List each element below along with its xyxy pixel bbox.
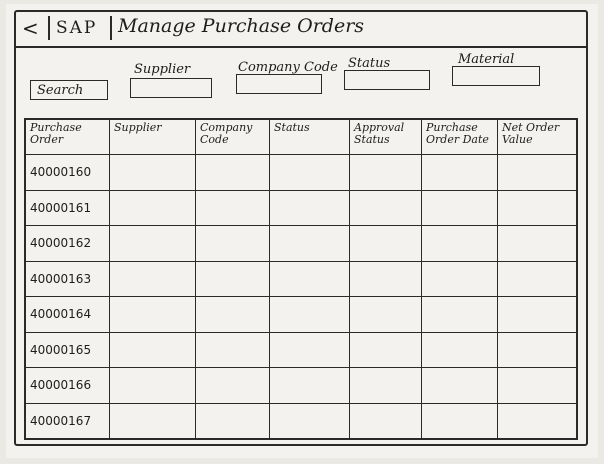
cell-approval-status xyxy=(350,261,422,297)
back-arrow-icon[interactable]: < xyxy=(22,16,39,40)
cell-status xyxy=(270,226,350,262)
cell-company-code xyxy=(196,190,270,226)
cell-approval-status xyxy=(350,226,422,262)
cell-approval-status xyxy=(350,332,422,368)
cell-order-date xyxy=(422,403,498,439)
cell-order-date xyxy=(422,368,498,404)
cell-status xyxy=(270,332,350,368)
cell-supplier xyxy=(110,261,196,297)
cell-purchase-order: 40000166 xyxy=(26,368,110,404)
cell-status xyxy=(270,297,350,333)
cell-company-code xyxy=(196,332,270,368)
column-header-purchase-order[interactable]: Purchase Order xyxy=(26,120,110,155)
cell-net-value xyxy=(498,190,577,226)
column-header-supplier[interactable]: Supplier xyxy=(110,120,196,155)
company-code-input[interactable] xyxy=(236,74,322,94)
column-header-company-code[interactable]: Company Code xyxy=(196,120,270,155)
cell-company-code xyxy=(196,403,270,439)
cell-purchase-order: 40000167 xyxy=(26,403,110,439)
page-title: Manage Purchase Orders xyxy=(118,15,365,37)
cell-company-code xyxy=(196,226,270,262)
cell-supplier xyxy=(110,155,196,191)
table-header-row xyxy=(26,120,577,155)
sap-logo[interactable]: SAP xyxy=(56,18,98,38)
cell-order-date xyxy=(422,297,498,333)
cell-purchase-order: 40000164 xyxy=(26,297,110,333)
table-row[interactable] xyxy=(26,403,577,439)
cell-purchase-order: 40000160 xyxy=(26,155,110,191)
cell-approval-status xyxy=(350,297,422,333)
cell-net-value xyxy=(498,332,577,368)
cell-company-code xyxy=(196,368,270,404)
table-row[interactable] xyxy=(26,226,577,262)
cell-company-code xyxy=(196,155,270,191)
table-row[interactable] xyxy=(26,190,577,226)
cell-approval-status xyxy=(350,403,422,439)
cell-purchase-order: 40000162 xyxy=(26,226,110,262)
cell-order-date xyxy=(422,261,498,297)
cell-supplier xyxy=(110,226,196,262)
column-header-net-order-value[interactable]: Net Order Value xyxy=(498,120,577,155)
column-header-purchase-order-date[interactable]: Purchase Order Date xyxy=(422,120,498,155)
column-header-approval-status[interactable]: Approval Status xyxy=(350,120,422,155)
cell-order-date xyxy=(422,155,498,191)
cell-order-date xyxy=(422,190,498,226)
status-input[interactable] xyxy=(344,70,430,90)
material-label: Material xyxy=(458,52,515,67)
cell-supplier xyxy=(110,297,196,333)
cell-supplier xyxy=(110,368,196,404)
cell-net-value xyxy=(498,403,577,439)
cell-supplier xyxy=(110,403,196,439)
cell-approval-status xyxy=(350,190,422,226)
table-row[interactable] xyxy=(26,368,577,404)
company-code-label: Company Code xyxy=(238,60,338,75)
cell-company-code xyxy=(196,297,270,333)
table-row[interactable] xyxy=(26,155,577,191)
cell-net-value xyxy=(498,368,577,404)
supplier-label: Supplier xyxy=(134,62,191,77)
shell-bar xyxy=(14,10,588,48)
cell-status xyxy=(270,190,350,226)
supplier-input[interactable] xyxy=(130,78,212,98)
material-input[interactable] xyxy=(452,66,540,86)
table-row[interactable] xyxy=(26,297,577,333)
cell-status xyxy=(270,155,350,191)
cell-net-value xyxy=(498,155,577,191)
cell-status xyxy=(270,403,350,439)
column-header-status[interactable]: Status xyxy=(270,120,350,155)
cell-net-value xyxy=(498,226,577,262)
header-divider xyxy=(48,16,50,40)
cell-status xyxy=(270,261,350,297)
purchase-orders-table xyxy=(24,118,578,440)
cell-company-code xyxy=(196,261,270,297)
cell-net-value xyxy=(498,261,577,297)
table-row[interactable] xyxy=(26,261,577,297)
table-row[interactable] xyxy=(26,332,577,368)
cell-purchase-order: 40000163 xyxy=(26,261,110,297)
cell-purchase-order: 40000161 xyxy=(26,190,110,226)
search-button[interactable]: Search xyxy=(30,80,108,100)
cell-status xyxy=(270,368,350,404)
cell-purchase-order: 40000165 xyxy=(26,332,110,368)
header-divider xyxy=(110,16,112,40)
cell-order-date xyxy=(422,332,498,368)
cell-approval-status xyxy=(350,155,422,191)
cell-approval-status xyxy=(350,368,422,404)
cell-supplier xyxy=(110,332,196,368)
cell-net-value xyxy=(498,297,577,333)
status-label: Status xyxy=(348,56,391,71)
cell-order-date xyxy=(422,226,498,262)
cell-supplier xyxy=(110,190,196,226)
